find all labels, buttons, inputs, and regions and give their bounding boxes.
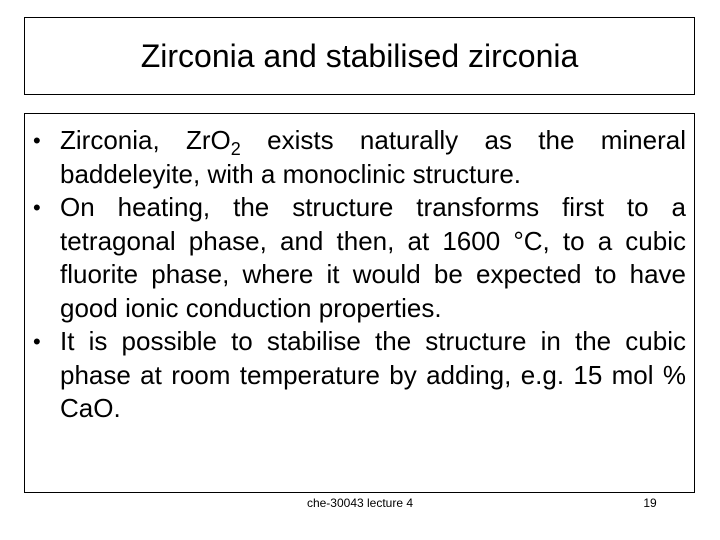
bullet-text: It is possible to stabilise the structure in the cubic phase at room temperature by adding, e.g. 15 mol % CaO.	[60, 326, 686, 423]
footer-text: che-30043 lecture 4	[306, 496, 414, 510]
page-number: 19	[643, 496, 657, 510]
bullet-item	[25, 191, 694, 325]
content-box	[24, 113, 695, 493]
subscript: 2	[230, 139, 241, 159]
bullet-icon: •	[33, 128, 41, 153]
bullet-icon: •	[33, 195, 41, 220]
bullet-item	[25, 124, 694, 191]
bullet-item	[25, 325, 694, 426]
bullet-text: On heating, the structure transforms first to a tetragonal phase, and then, at 1600 °C, to a cubic fluorite phase, where it would be expected to have good ionic conduction properties.	[60, 192, 686, 323]
title-box	[24, 17, 695, 95]
slide-title: Zirconia and stabilised zirconia	[140, 38, 579, 74]
bullet-icon: •	[33, 329, 41, 354]
bullet-text: Zirconia, ZrO$_2$ exists naturally as the mineral baddeleyite, with a monoclinic structure.	[60, 125, 686, 189]
bullet-list	[25, 124, 694, 426]
